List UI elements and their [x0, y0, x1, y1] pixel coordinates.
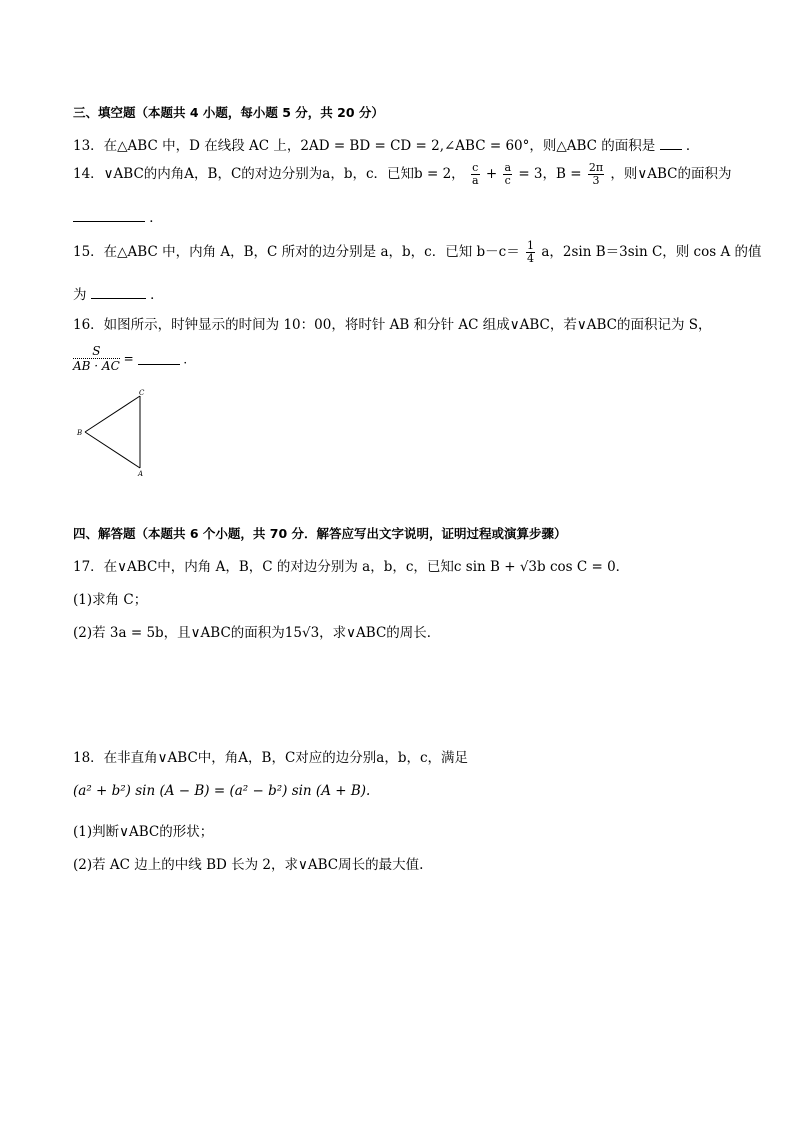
question-14: [73, 162, 732, 187]
clock-triangle-figure: [73, 388, 153, 478]
q14-end: ．: [149, 210, 163, 226]
q17-part1: (1)求角 C；: [73, 592, 148, 608]
q13-end: ．: [685, 138, 700, 154]
q14-fraction-c-over-a: $\frac{c}{a}$: [471, 161, 479, 187]
question-16: 16．如图所示，时钟显示的时间为 10：00，将时针 AB 和分针 AC 组成∨ABC，若∨ABC的面积记为 S，: [73, 317, 712, 333]
q14-text-b: = 3，B =: [518, 166, 582, 182]
q16-end: ．: [183, 352, 196, 366]
q14-answer-blank[interactable]: [73, 209, 145, 222]
q17-part2: (2)若 3a = 5b，且∨ABC的面积为15√3，求∨ABC的周长．: [73, 625, 441, 641]
q16-equals: =: [123, 351, 134, 366]
q16-expression: [73, 344, 195, 373]
question-13: [73, 134, 699, 154]
q15-fraction-1-over-4: $\frac{1}{4}$: [527, 239, 535, 265]
q14-fraction-a-over-c: $\frac{a}{c}$: [504, 161, 512, 187]
triangle-side-ba: [85, 432, 140, 468]
question-18: 18．在非直角∨ABC中，角A，B，C对应的边分别a，b，c，满足: [73, 750, 469, 766]
q16-fraction: $\frac{S}{AB \cdot AC}$: [73, 344, 120, 373]
q14-plus: +: [485, 166, 498, 182]
section3-title: 三、填空题（本题共 4 小题，每小题 5 分，共 20 分）: [73, 105, 384, 120]
question-17: 17．在∨ABC中，内角 A，B，C 的对边分别为 a，b，c，已知c sin B + √3b cos C = 0．: [73, 559, 630, 575]
q14-text-a: 14．∨ABC的内角A，B，C的对边分别为a，b，c．已知b = 2，: [73, 166, 465, 182]
vertex-label-b: B: [77, 429, 83, 437]
q18-part2: (2)若 AC 边上的中线 BD 长为 2，求∨ABC周长的最大值.: [73, 857, 424, 873]
vertex-label-a: A: [138, 470, 144, 478]
q15-text-b: a，2sin B＝3sin C，则 cos A 的值: [541, 244, 762, 260]
q15-answer-line: [73, 283, 164, 303]
q15-prefix: 为: [73, 287, 87, 303]
q15-text-a: 15．在△ABC 中，内角 A，B，C 所对的边分别是 a，b，c．已知 b－c＝: [73, 244, 520, 260]
q14-text-c: ，则∨ABC的面积为: [610, 166, 732, 182]
q18-formula: (a² + b²) sin (A − B) = (a² − b²) sin (A + B).: [73, 783, 371, 799]
q14-answer-line: [73, 206, 163, 226]
triangle-side-bc: [85, 396, 140, 432]
q14-fraction-2pi-over-3: $\frac{2\pi}{3}$: [588, 161, 604, 187]
q16-answer-blank[interactable]: [138, 352, 180, 365]
q15-answer-blank[interactable]: [91, 286, 146, 299]
q15-end: ．: [150, 287, 164, 303]
q18-part1: (1)判断∨ABC的形状；: [73, 824, 214, 840]
question-15: [73, 240, 762, 265]
section4-title: 四、解答题（本题共 6 个小题，共 70 分．解答应写出文字说明，证明过程或演算步骤）: [73, 526, 567, 541]
vertex-label-c: C: [139, 389, 145, 397]
q13-text: 13．在△ABC 中，D 在线段 AC 上，2AD = BD = CD = 2,∠ABC = 60°，则△ABC 的面积是: [73, 138, 656, 154]
q13-answer-blank[interactable]: [660, 137, 682, 150]
